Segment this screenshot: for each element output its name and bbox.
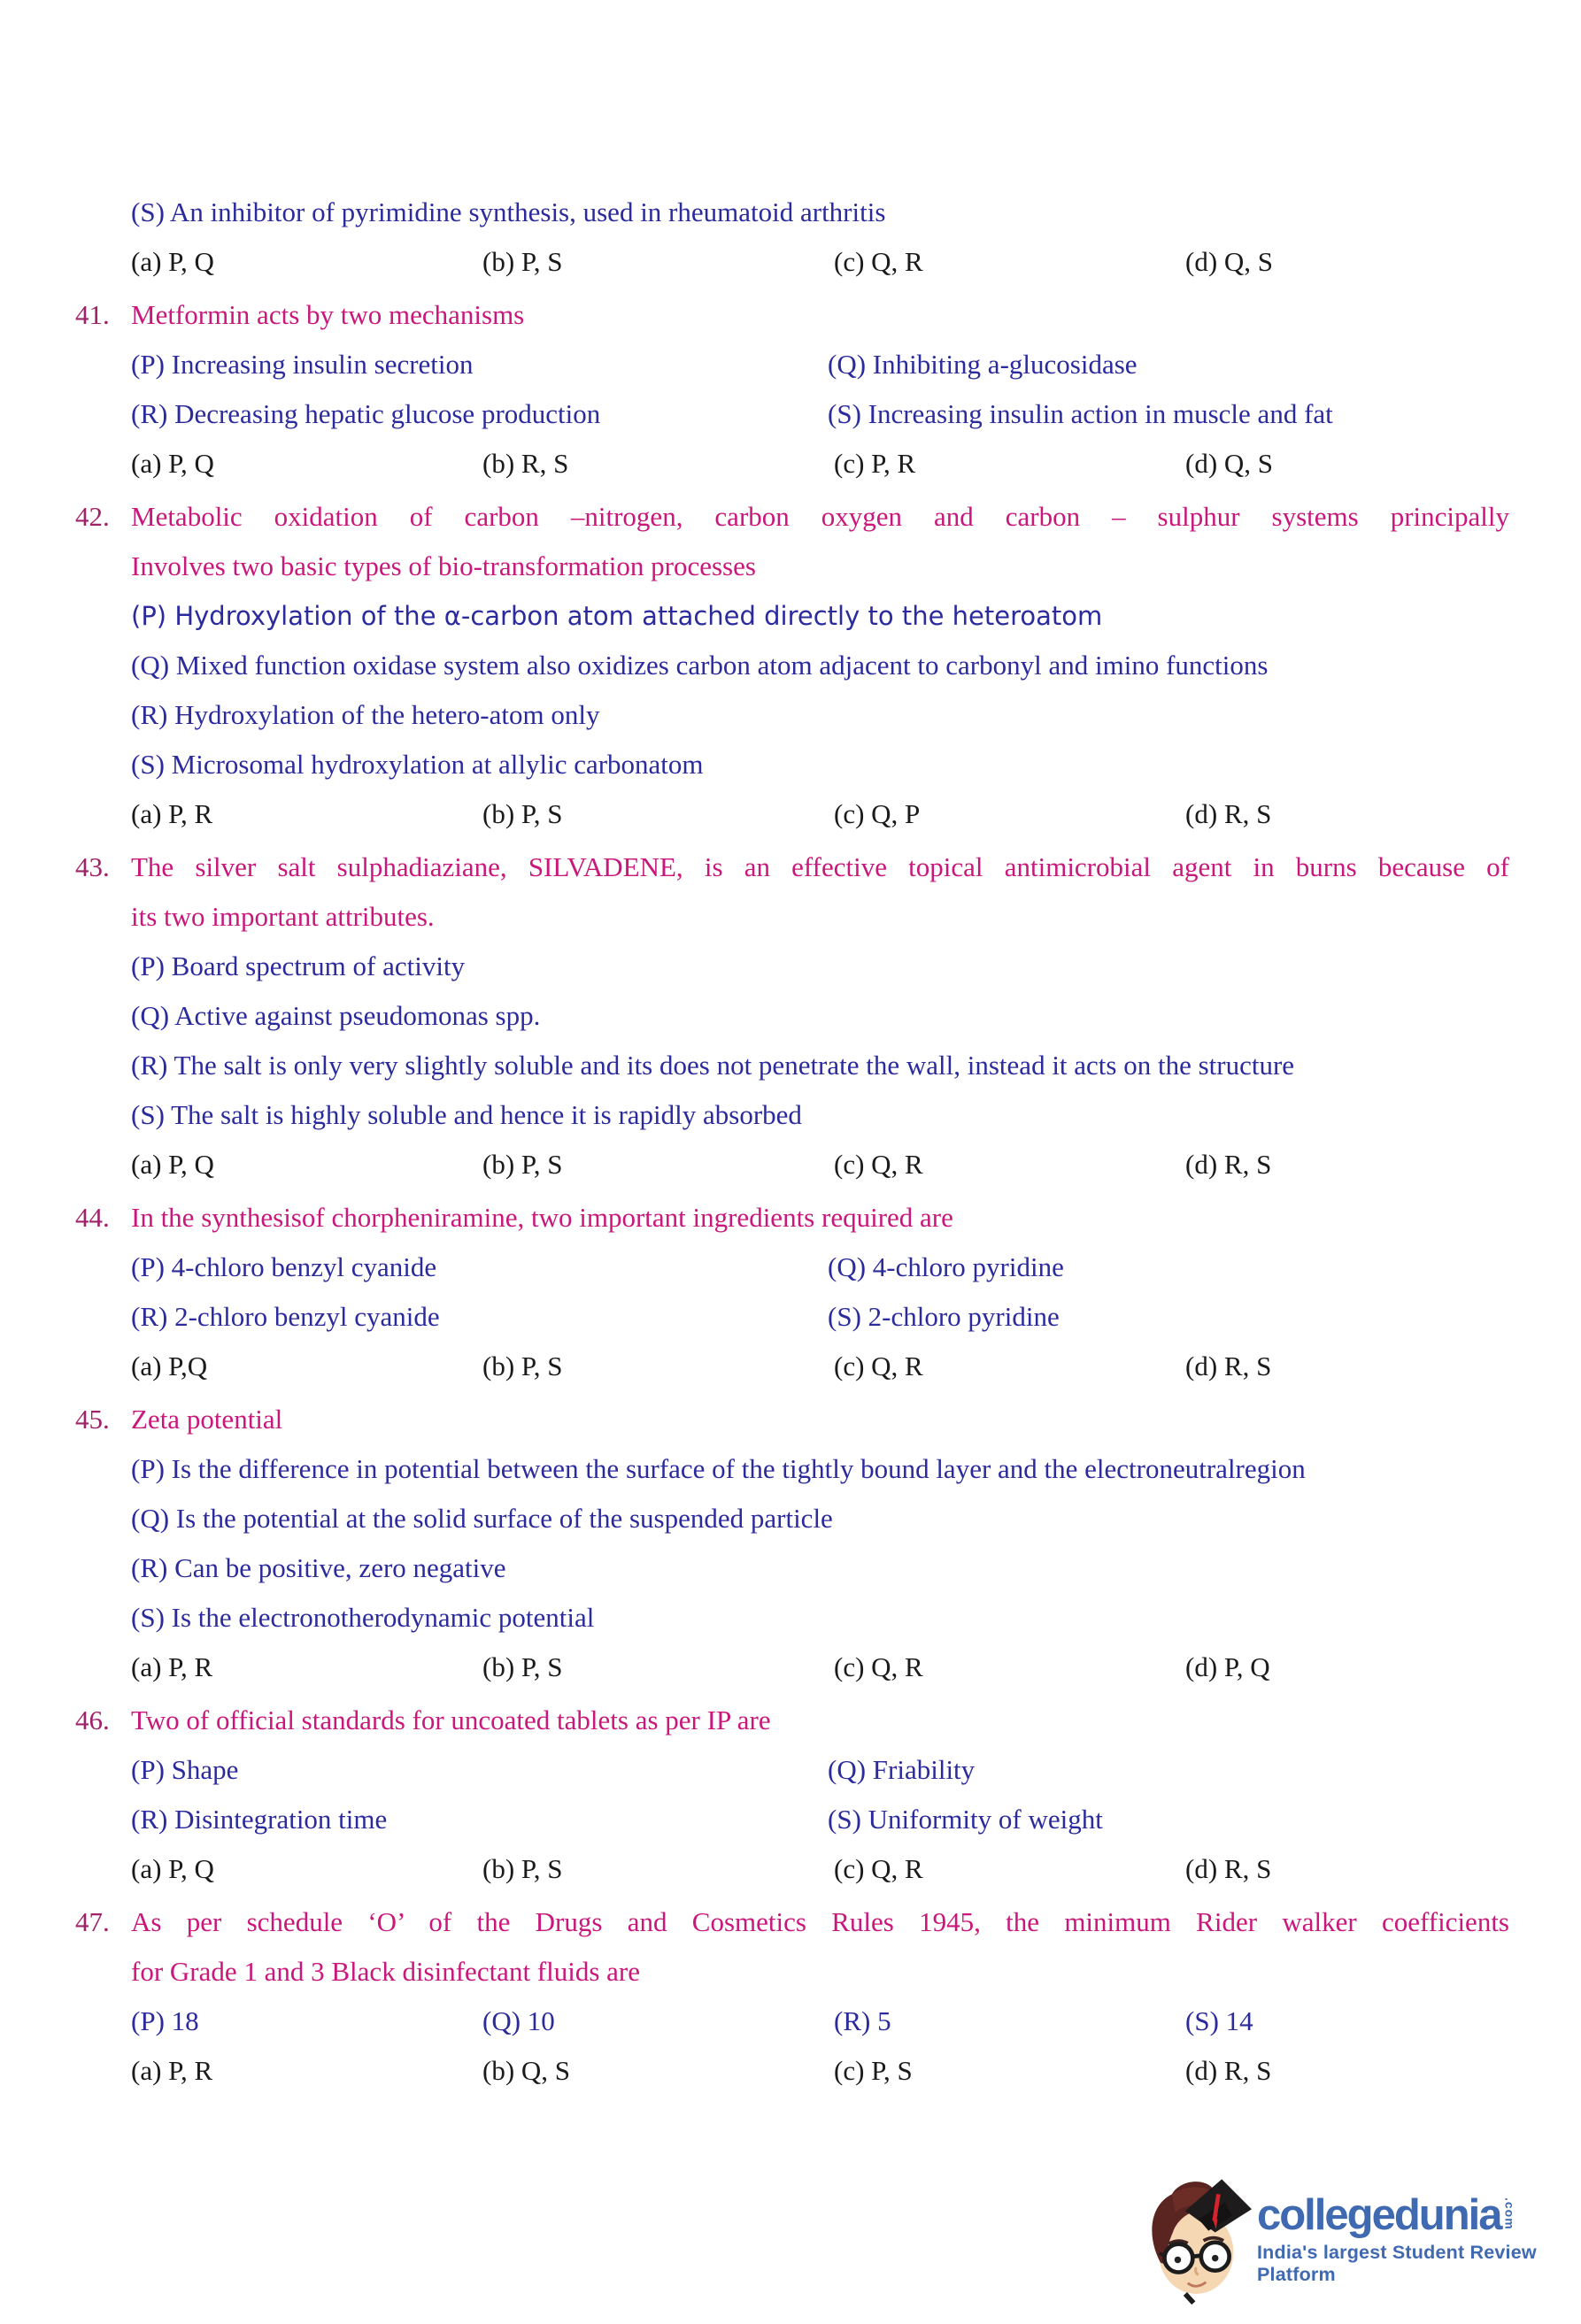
answer-d: (d) R, S xyxy=(1185,798,1272,829)
answer-b: (b) P, S xyxy=(482,246,563,277)
answer-a: (a) P, R xyxy=(131,1651,213,1682)
question-title xyxy=(75,1193,1509,1243)
option-row xyxy=(75,340,1509,389)
answer-row xyxy=(75,1140,1509,1189)
answer-c: (c) Q, R xyxy=(834,246,923,277)
option-p: (P) Hydroxylation of the α-carbon atom attached directly to the heteroatom xyxy=(131,601,1103,631)
collegedunia-mascot-icon xyxy=(1144,2169,1252,2309)
option-r: (R) The salt is only very slightly soluble and its does not penetrate the wall, instead it acts on the structure xyxy=(131,1050,1295,1081)
answer-a: (a) P, Q xyxy=(131,1149,214,1180)
question-text: As per schedule ‘O’ of the Drugs and Cosmetics Rules 1945, the minimum Rider walker coefficients xyxy=(131,1906,1509,1937)
question-title xyxy=(75,843,1509,892)
answer-a: (a) P, Q xyxy=(131,1853,214,1884)
answer-a: (a) P, R xyxy=(131,798,213,829)
option-row xyxy=(75,1795,1509,1844)
option-q: (Q) Friability xyxy=(828,1754,976,1785)
question-text-line2: for Grade 1 and 3 Black disinfectant fluids are xyxy=(131,1956,641,1987)
option-p: (P) 18 xyxy=(131,2005,199,2036)
option-p: (P) 4-chloro benzyl cyanide xyxy=(131,1251,437,1282)
option-row xyxy=(75,1243,1509,1292)
answer-c: (c) Q, R xyxy=(834,1149,923,1180)
option-s: (S) Is the electronotherodynamic potential xyxy=(131,1602,595,1633)
question-number: 43. xyxy=(75,851,110,882)
question-title xyxy=(75,492,1509,542)
answer-row xyxy=(75,237,1509,287)
logo-brand-text: collegedunia xyxy=(1257,2191,1501,2239)
question-number: 42. xyxy=(75,501,110,532)
question-text-line2: its two important attributes. xyxy=(131,901,435,932)
question-text-line2: Involves two basic types of bio-transformation processes xyxy=(131,550,756,581)
question-44 xyxy=(75,1193,1509,1391)
question-43 xyxy=(75,843,1509,1189)
question-number: 47. xyxy=(75,1906,110,1937)
logo-tagline: India's largest Student Review Platform xyxy=(1257,2242,1537,2285)
answer-row xyxy=(75,1844,1509,1894)
answer-b: (b) P, S xyxy=(482,798,563,829)
answer-row xyxy=(75,439,1509,489)
question-title xyxy=(75,1696,1509,1745)
answer-a: (a) P,Q xyxy=(131,1351,208,1381)
option-p: (P) Shape xyxy=(131,1754,239,1785)
option-row xyxy=(75,1745,1509,1795)
question-42 xyxy=(75,492,1509,839)
question-title xyxy=(75,290,1509,340)
answer-c: (c) Q, P xyxy=(834,798,921,829)
collegedunia-logo xyxy=(1144,2161,1574,2317)
exam-page xyxy=(75,188,1509,2096)
answer-c: (c) Q, R xyxy=(834,1853,923,1884)
option-s: (S) 2-chloro pyridine xyxy=(828,1301,1060,1332)
option-s: (S) Uniformity of weight xyxy=(828,1804,1103,1835)
option-q: (Q) Inhibiting a-glucosidase xyxy=(828,349,1138,380)
answer-b: (b) P, S xyxy=(482,1853,563,1884)
option-s: (S) Microsomal hydroxylation at allylic carbonatom xyxy=(131,749,704,780)
question-45 xyxy=(75,1395,1509,1692)
logo-tld-text: .com xyxy=(1502,2197,1517,2230)
answer-row xyxy=(75,789,1509,839)
answer-d: (d) P, Q xyxy=(1185,1651,1270,1682)
answer-c: (c) Q, R xyxy=(834,1651,923,1682)
question-title xyxy=(75,1897,1509,1947)
question-47 xyxy=(75,1897,1509,2096)
answer-c: (c) P, S xyxy=(834,2055,913,2086)
question-text: Metabolic oxidation of carbon –nitrogen, carbon oxygen and carbon – sulphur systems principally xyxy=(131,501,1509,532)
logo-text-block xyxy=(1257,2192,1574,2286)
option-r: (R) Can be positive, zero negative xyxy=(131,1552,506,1583)
question-text: The silver salt sulphadiaziane, SILVADENE, is an effective topical antimicrobial agent in burns because of xyxy=(131,851,1509,882)
answer-b: (b) R, S xyxy=(482,448,569,479)
answer-row xyxy=(75,2046,1509,2096)
question-text: In the synthesisof chorpheniramine, two important ingredients required are xyxy=(131,1202,953,1233)
answer-d: (d) Q, S xyxy=(1185,246,1274,277)
option-s: (S) The salt is highly soluble and hence it is rapidly absorbed xyxy=(131,1099,802,1130)
option-row xyxy=(75,389,1509,439)
answer-a: (a) P, R xyxy=(131,2055,213,2086)
question-number: 46. xyxy=(75,1705,110,1735)
question-41 xyxy=(75,290,1509,489)
answer-d: (d) R, S xyxy=(1185,1853,1272,1884)
answer-c: (c) Q, R xyxy=(834,1351,923,1381)
option-p: (P) Increasing insulin secretion xyxy=(131,349,474,380)
statement-option-s: (S) An inhibitor of pyrimidine synthesis, used in rheumatoid arthritis xyxy=(131,196,886,227)
answer-b: (b) P, S xyxy=(482,1351,563,1381)
answer-b: (b) P, S xyxy=(482,1149,563,1180)
answer-b: (b) Q, S xyxy=(482,2055,571,2086)
option-r: (R) Hydroxylation of the hetero-atom only xyxy=(131,699,600,730)
option-q: (Q) 4-chloro pyridine xyxy=(828,1251,1064,1282)
question-text: Two of official standards for uncoated tablets as per IP are xyxy=(131,1705,771,1735)
option-s: (S) Increasing insulin action in muscle and fat xyxy=(828,398,1333,429)
answer-d: (d) R, S xyxy=(1185,2055,1272,2086)
question-number: 45. xyxy=(75,1404,110,1435)
option-r: (R) Decreasing hepatic glucose production xyxy=(131,398,601,429)
answer-row xyxy=(75,1342,1509,1391)
question-title xyxy=(75,1395,1509,1444)
option-p: (P) Board spectrum of activity xyxy=(131,950,466,981)
option-r: (R) Disintegration time xyxy=(131,1804,388,1835)
option-row xyxy=(75,1292,1509,1342)
answer-a: (a) P, Q xyxy=(131,448,214,479)
answer-row xyxy=(75,1643,1509,1692)
answer-d: (d) R, S xyxy=(1185,1351,1272,1381)
option-row xyxy=(75,1997,1509,2046)
question-number: 44. xyxy=(75,1202,110,1233)
answer-c: (c) P, R xyxy=(834,448,916,479)
option-q: (Q) Is the potential at the solid surface of the suspended particle xyxy=(131,1503,833,1534)
question-46 xyxy=(75,1696,1509,1894)
option-p: (P) Is the difference in potential between the surface of the tightly bound layer and the electroneutralregion xyxy=(131,1453,1306,1484)
question-text: Metformin acts by two mechanisms xyxy=(131,299,525,330)
option-q: (Q) 10 xyxy=(482,2005,555,2036)
answer-d: (d) Q, S xyxy=(1185,448,1274,479)
answer-d: (d) R, S xyxy=(1185,1149,1272,1180)
option-s: (S) 14 xyxy=(1185,2005,1253,2036)
option-q: (Q) Active against pseudomonas spp. xyxy=(131,1000,541,1031)
option-q: (Q) Mixed function oxidase system also oxidizes carbon atom adjacent to carbonyl and imino functions xyxy=(131,650,1269,681)
option-r: (R) 5 xyxy=(834,2005,891,2036)
question-number: 41. xyxy=(75,299,110,330)
answer-a: (a) P, Q xyxy=(131,246,214,277)
question-text: Zeta potential xyxy=(131,1404,283,1435)
option-r: (R) 2-chloro benzyl cyanide xyxy=(131,1301,440,1332)
answer-b: (b) P, S xyxy=(482,1651,563,1682)
